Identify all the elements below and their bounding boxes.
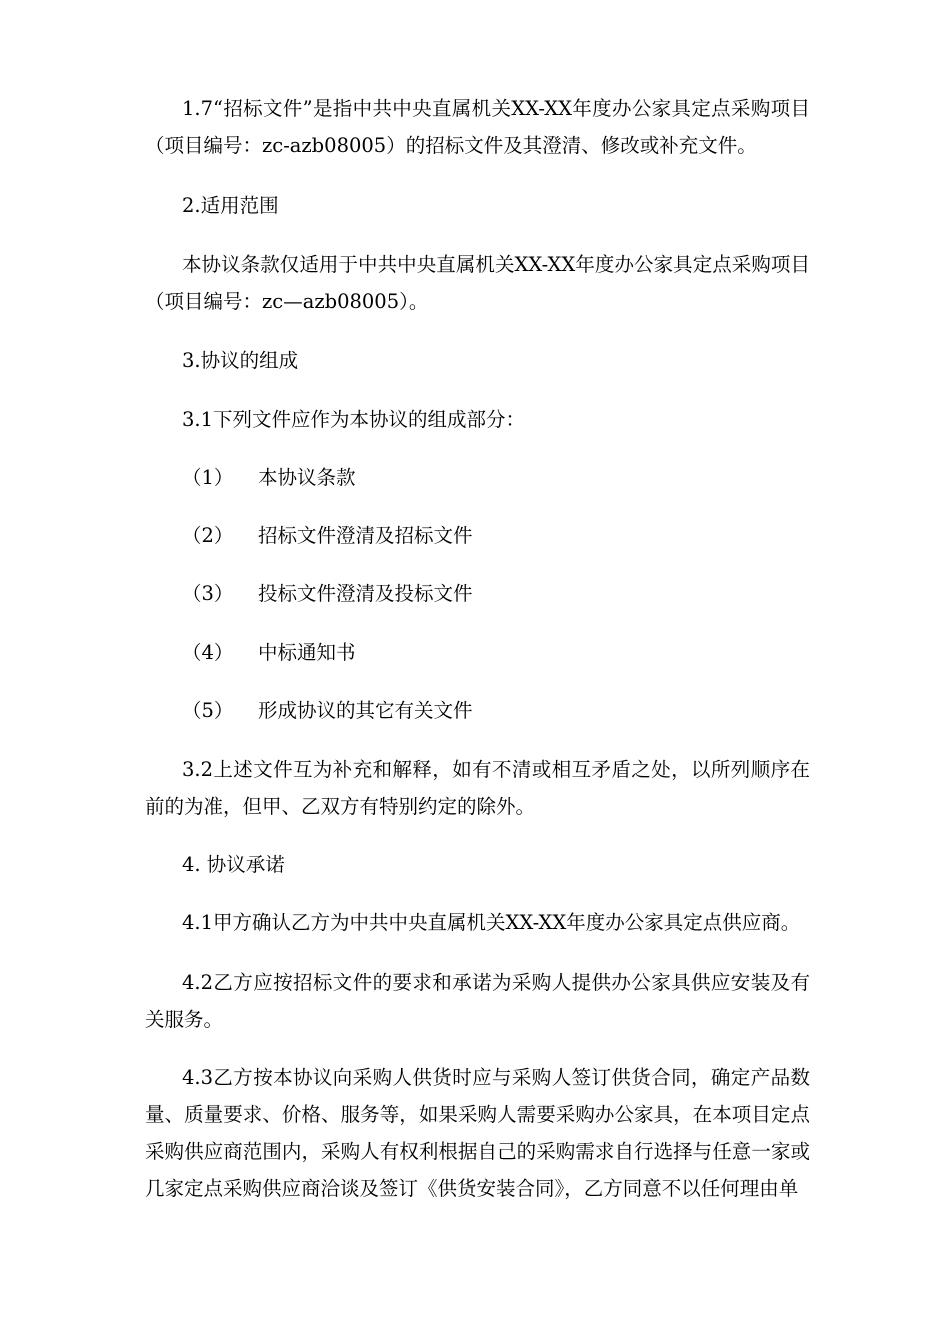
- list-item-3: [182, 575, 473, 612]
- list-text: 招标文件澄清及招标文件: [258, 524, 473, 547]
- list-text: 本协议条款: [258, 466, 356, 489]
- list-text: 形成协议的其它有关文件: [258, 699, 473, 722]
- clause-3-2: 3.2上述文件互为补充和解释，如有不清或相互矛盾之处，以所列顺序在前的为准，但甲、乙双方有特别约定的除外。: [145, 758, 810, 818]
- list-item-4: [182, 634, 356, 671]
- list-number: （4）: [182, 641, 234, 664]
- clause-4-3: 4.3乙方按本协议向采购人供货时应与采购人签订供货合同，确定产品数量、质量要求、价格、服务等，如果采购人需要采购办公家具，在本项目定点采购供应商范围内，采购人有权利根据自己的采购需求自行选择与任意一家或几家定点采购供应商洽谈及签订《供货安装合同》，乙方同意不以任何理由单: [145, 1066, 810, 1200]
- clause-4-1: 4.1甲方确认乙方为中共中央直属机关XX-XX年度办公家具定点供应商。: [182, 911, 801, 934]
- list-number: （3）: [182, 582, 234, 605]
- clause-1-7: 1.7“招标文件”是指中共中央直属机关XX-XX年度办公家具定点采购项目（项目编号：zc-azb08005）的招标文件及其澄清、修改或补充文件。: [145, 97, 810, 157]
- list-number: （1）: [182, 466, 234, 489]
- clause-3-1: 3.1下列文件应作为本协议的组成部分：: [182, 408, 526, 431]
- list-text: 投标文件澄清及投标文件: [258, 582, 473, 605]
- list-item-5: [182, 692, 473, 729]
- list-text: 中标通知书: [258, 641, 356, 664]
- list-item-2: [182, 517, 473, 554]
- section-3-heading: 3.协议的组成: [182, 349, 299, 372]
- scope-paragraph: 本协议条款仅适用于中共中央直属机关XX-XX年度办公家具定点采购项目（项目编号：zc—azb08005）。: [145, 253, 810, 313]
- section-4-heading: 4. 协议承诺: [182, 853, 285, 876]
- clause-4-2: 4.2乙方应按招标文件的要求和承诺为采购人提供办公家具供应安装及有关服务。: [145, 971, 810, 1031]
- list-number: （5）: [182, 699, 234, 722]
- list-number: （2）: [182, 524, 234, 547]
- section-2-heading: 2.适用范围: [182, 194, 279, 217]
- list-item-1: [182, 459, 356, 496]
